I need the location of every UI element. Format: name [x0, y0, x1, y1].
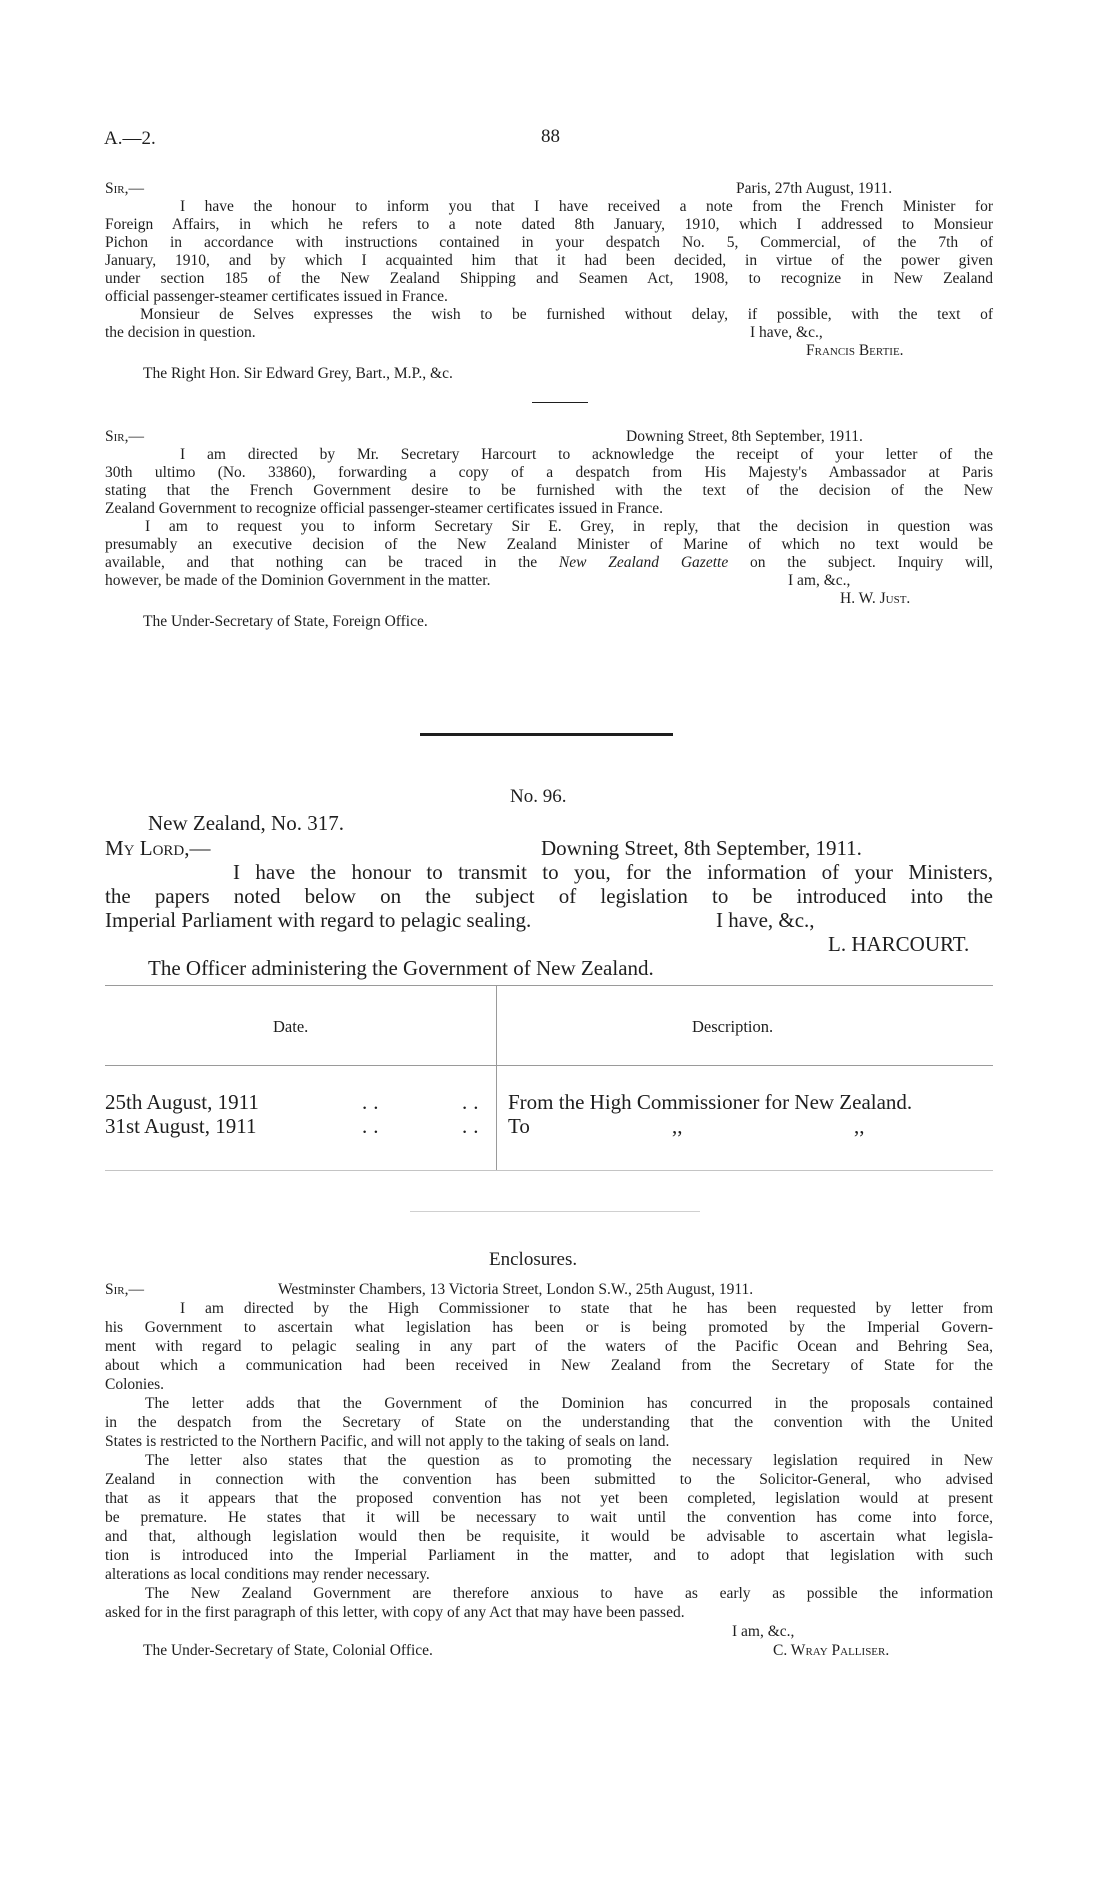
enclosure-line: asked for in the first paragraph of this letter, with copy of any Act that may have been passed.: [105, 1604, 685, 1621]
letter1-line: the decision in question.: [105, 324, 256, 341]
table-column-divider: [496, 985, 497, 1170]
table-header-date: Date.: [273, 1017, 309, 1036]
enclosure-line: The New Zealand Government are therefore anxious to have as early as possible the information: [145, 1585, 993, 1602]
row-ditto: ,,: [854, 1114, 865, 1138]
enclosure-line: about which a communication had been received in New Zealand from the Secretary of State for the: [105, 1357, 993, 1374]
letter1-line: January, 1910, and by which I acquainted him that it had been decided, in virtue of the power given: [105, 252, 993, 269]
letter1-addressee: The Right Hon. Sir Edward Grey, Bart., M.P., &c.: [143, 365, 453, 382]
row-leader: ..: [362, 1114, 385, 1138]
letter1-line: Foreign Affairs, in which he refers to a note dated 8th January, 1910, which I addressed to Monsieur: [105, 216, 993, 233]
letter1-salutation: Sir,—: [105, 180, 144, 197]
enclosure-salutation: Sir,—: [105, 1281, 144, 1298]
enclosure-address-date: Westminster Chambers, 13 Victoria Street, London S.W., 25th August, 1911.: [278, 1281, 754, 1298]
enclosure-line: I am directed by the High Commissioner to state that he has been requested by letter from: [180, 1300, 993, 1317]
row-description: From the High Commissioner for New Zealand.: [508, 1090, 913, 1114]
enclosure-line: in the despatch from the Secretary of State on the understanding that the convention with the United: [105, 1414, 993, 1431]
table-header-description: Description.: [692, 1017, 774, 1036]
page-number: 88: [541, 126, 560, 147]
despatch-number: No. 96.: [510, 786, 567, 807]
enclosure-line: tion is introduced into the Imperial Parliament in the matter, and to adopt that legislation with such: [105, 1547, 993, 1564]
letter2-line: however, be made of the Dominion Government in the matter.: [105, 572, 491, 589]
letter2-salutation: Sir,—: [105, 428, 144, 445]
row-leader: ..: [362, 1090, 385, 1114]
enclosure-line: Colonies.: [105, 1376, 164, 1393]
letter1-line: Monsieur de Selves expresses the wish to be furnished without delay, if possible, with the text of: [140, 306, 993, 323]
enclosure-line: The letter also states that the question as to promoting the necessary legislation required in New: [145, 1452, 993, 1469]
enclosure-line: The letter adds that the Government of the Dominion has concurred in the proposals contained: [145, 1395, 993, 1412]
enclosure-signature: C. Wray Palliser.: [773, 1642, 890, 1659]
despatch-line: Imperial Parliament with regard to pelagic sealing.: [105, 908, 532, 932]
letter1-line: I have the honour to inform you that I have received a note from the French Minister for: [180, 198, 993, 215]
letter1-line: Pichon in accordance with instructions contained in your despatch No. 5, Commercial, of the 7th of: [105, 234, 993, 251]
table-header-rule: [105, 1065, 993, 1066]
despatch-line: I have the honour to transmit to you, for the information of your Ministers,: [233, 860, 993, 884]
letter1-closing: I have, &c.,: [750, 324, 823, 341]
despatch-reference: New Zealand, No. 317.: [148, 811, 344, 835]
separator-rule: [410, 1211, 700, 1212]
despatch-signature: L. HARCOURT.: [828, 932, 970, 956]
enclosure-line: Zealand in connection with the convention has been submitted to the Solicitor-General, who advised: [105, 1471, 993, 1488]
letter2-line7-end: on the subject. Inquiry will,: [728, 554, 993, 571]
enclosure-line: ment with regard to pelagic sealing in any part of the waters of the Pacific Ocean and Behring Sea,: [105, 1338, 993, 1355]
row-date: 25th August, 1911: [105, 1090, 259, 1114]
letter2-addressee: The Under-Secretary of State, Foreign Office.: [143, 613, 428, 630]
letter2-place-date: Downing Street, 8th September, 1911.: [626, 428, 863, 445]
enclosure-line: alterations as local conditions may render necessary.: [105, 1566, 430, 1583]
section-rule: [420, 733, 673, 736]
letter2-line: I am to request you to inform Secretary Sir E. Grey, in reply, that the decision in question was: [145, 518, 993, 535]
enclosure-line: States is restricted to the Northern Pacific, and will not apply to the taking of seals on land.: [105, 1433, 670, 1450]
letter2-closing: I am, &c.,: [788, 572, 851, 589]
enclosure-line: and that, although legislation would then be requisite, it would be advisable to ascertain what legisla-: [105, 1528, 993, 1545]
enclosure-line: his Government to ascertain what legislation has been or is being promoted by the Imperial Govern-: [105, 1319, 993, 1336]
page-reference: A.—2.: [104, 128, 156, 149]
enclosure-line: that as it appears that the proposed convention has not yet been completed, legislation would at present: [105, 1490, 993, 1507]
table-top-rule: [105, 985, 993, 986]
letter1-line: under section 185 of the New Zealand Shipping and Seamen Act, 1908, to recognize in New Zealand: [105, 270, 993, 287]
letter1-line: official passenger-steamer certificates issued in France.: [105, 288, 448, 305]
letter2-signature: H. W. Just.: [840, 590, 911, 607]
enclosure-line: be premature. He states that it will be necessary to wait until the convention has come into force,: [105, 1509, 993, 1526]
table-bottom-rule: [105, 1170, 993, 1171]
row-description: To: [508, 1114, 530, 1138]
letter2-line: I am directed by Mr. Secretary Harcourt to acknowledge the receipt of your letter of the: [180, 446, 993, 463]
letter2-line: presumably an executive decision of the New Zealand Minister of Marine of which no text would be: [105, 536, 993, 553]
letter2-line: stating that the French Government desire to be furnished with the text of the decision of the New: [105, 482, 993, 499]
enclosures-heading: Enclosures.: [489, 1249, 578, 1270]
row-leader: ..: [462, 1090, 485, 1114]
despatch-addressee: The Officer administering the Government of New Zealand.: [148, 956, 654, 980]
enclosure-addressee: The Under-Secretary of State, Colonial Office.: [143, 1642, 433, 1659]
letter2-line7-start: available, and that nothing can be traced in the: [105, 554, 559, 571]
row-leader: ..: [462, 1114, 485, 1138]
gazette-title: New Zealand Gazette: [558, 554, 729, 571]
letter2-line: 30th ultimo (No. 33860), forwarding a copy of a despatch from His Majesty's Ambassador at Paris: [105, 464, 993, 481]
row-ditto: ,,: [672, 1114, 683, 1138]
despatch-place-date: Downing Street, 8th September, 1911.: [541, 836, 862, 860]
despatch-salutation: My Lord,—: [105, 836, 211, 860]
letter2-line: Zealand Government to recognize official passenger-steamer certificates issued in France.: [105, 500, 664, 517]
row-date: 31st August, 1911: [105, 1114, 257, 1138]
despatch-line: the papers noted below on the subject of legislation to be introduced into the: [105, 884, 993, 908]
letter1-signature: Francis Bertie.: [806, 342, 904, 359]
letter1-place-date: Paris, 27th August, 1911.: [736, 180, 893, 197]
separator-rule: [532, 402, 588, 403]
letter2-line-with-gazette: [105, 554, 993, 572]
despatch-closing: I have, &c.,: [716, 908, 815, 932]
enclosure-closing: I am, &c.,: [732, 1623, 795, 1640]
